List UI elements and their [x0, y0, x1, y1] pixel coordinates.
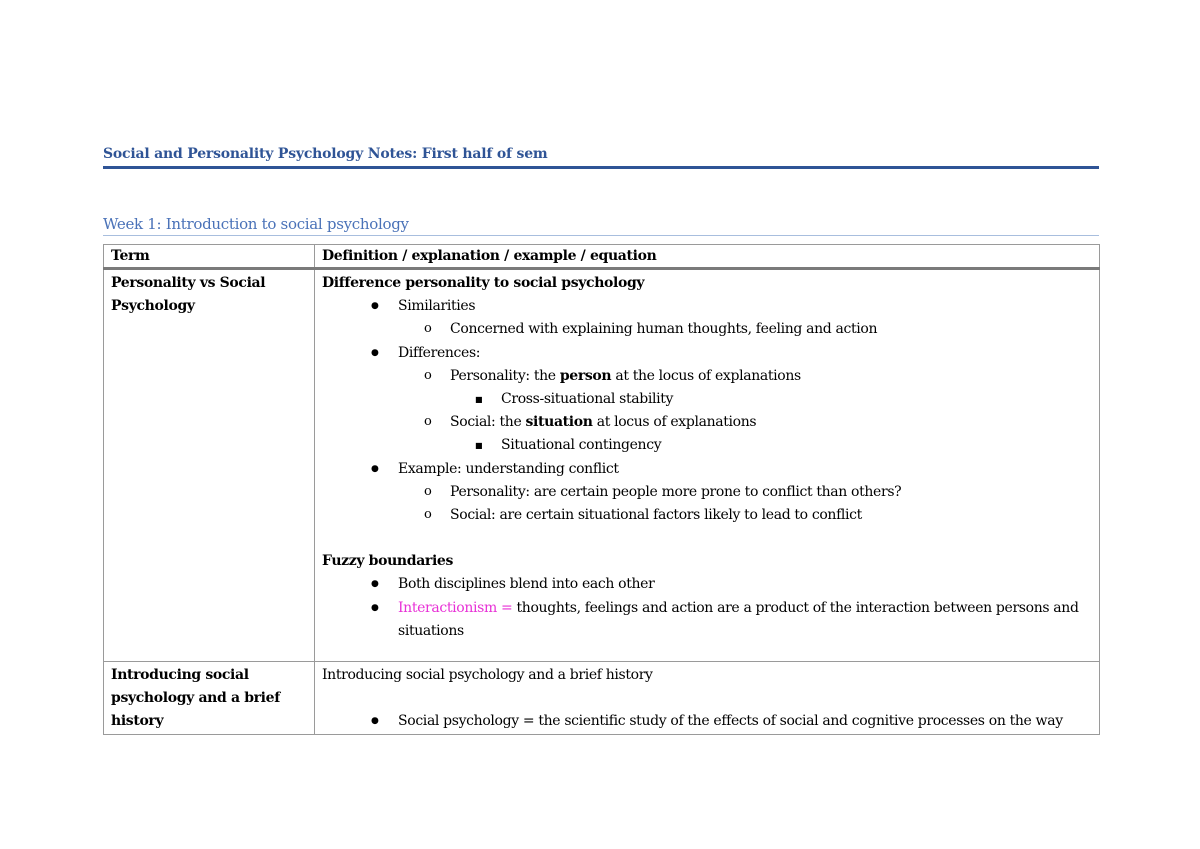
text-run: thoughts, feelings and action are a product of the interaction between persons and situations: [398, 599, 1079, 639]
text-run: at the locus of explanations: [611, 367, 801, 384]
list-item: o Personality: are certain people more prone to conflict than others?: [322, 481, 1092, 504]
highlighted-term: Interactionism =: [398, 599, 517, 616]
list-item: [322, 365, 1092, 388]
section-heading: Fuzzy boundaries: [322, 553, 454, 570]
document-title: Social and Personality Psychology Notes: First half of sem: [103, 146, 548, 162]
text-run: Social: the: [450, 414, 526, 431]
list-item: o Concerned with explaining human thoughts, feeling and action: [322, 318, 1092, 341]
list-item: o Social: are certain situational factors likely to lead to conflict: [322, 504, 1092, 527]
table-header-row: [104, 245, 1100, 269]
table-row: [104, 269, 1100, 662]
list-item: [322, 411, 1092, 434]
definition-cell: [315, 269, 1100, 662]
list-item: ● Similarities: [322, 295, 1092, 318]
header-term: Term: [104, 245, 315, 269]
list-item: ● Social psychology = the scientific study of the effects of social and cognitive processes on the way: [322, 710, 1092, 733]
section-heading: Difference personality to social psychology: [322, 275, 645, 291]
bullet-list: [322, 710, 1092, 733]
list-item: ● Both disciplines blend into each other: [322, 573, 1092, 596]
term-cell: Introducing social psychology and a brief history: [104, 662, 315, 735]
notes-table: [103, 244, 1100, 735]
week-heading: Week 1: Introduction to social psychology: [103, 215, 409, 233]
bullet-list: [322, 573, 1092, 643]
spacer: [322, 527, 1092, 550]
spacer: [322, 687, 1092, 710]
list-item: ● Differences:: [322, 342, 1092, 365]
bullet-list: [322, 295, 1092, 527]
header-definition: Definition / explanation / example / equation: [315, 245, 1100, 269]
bold-text-run: situation: [525, 414, 593, 431]
text-run: Personality: the: [450, 367, 560, 384]
week-heading-underline: [103, 235, 1099, 236]
bold-text-run: person: [559, 367, 612, 384]
text-run: at locus of explanations: [592, 414, 757, 431]
list-item: [322, 597, 1092, 643]
cell-heading: Introducing social psychology and a brief history: [322, 667, 653, 683]
table-row: [104, 662, 1100, 735]
list-item: ■ Situational contingency: [322, 434, 1092, 457]
list-item: ■ Cross-situational stability: [322, 388, 1092, 411]
term-cell: Personality vs Social Psychology: [104, 269, 315, 662]
list-item: ● Example: understanding conflict: [322, 458, 1092, 481]
title-underline: [103, 166, 1099, 169]
definition-cell: [315, 662, 1100, 735]
